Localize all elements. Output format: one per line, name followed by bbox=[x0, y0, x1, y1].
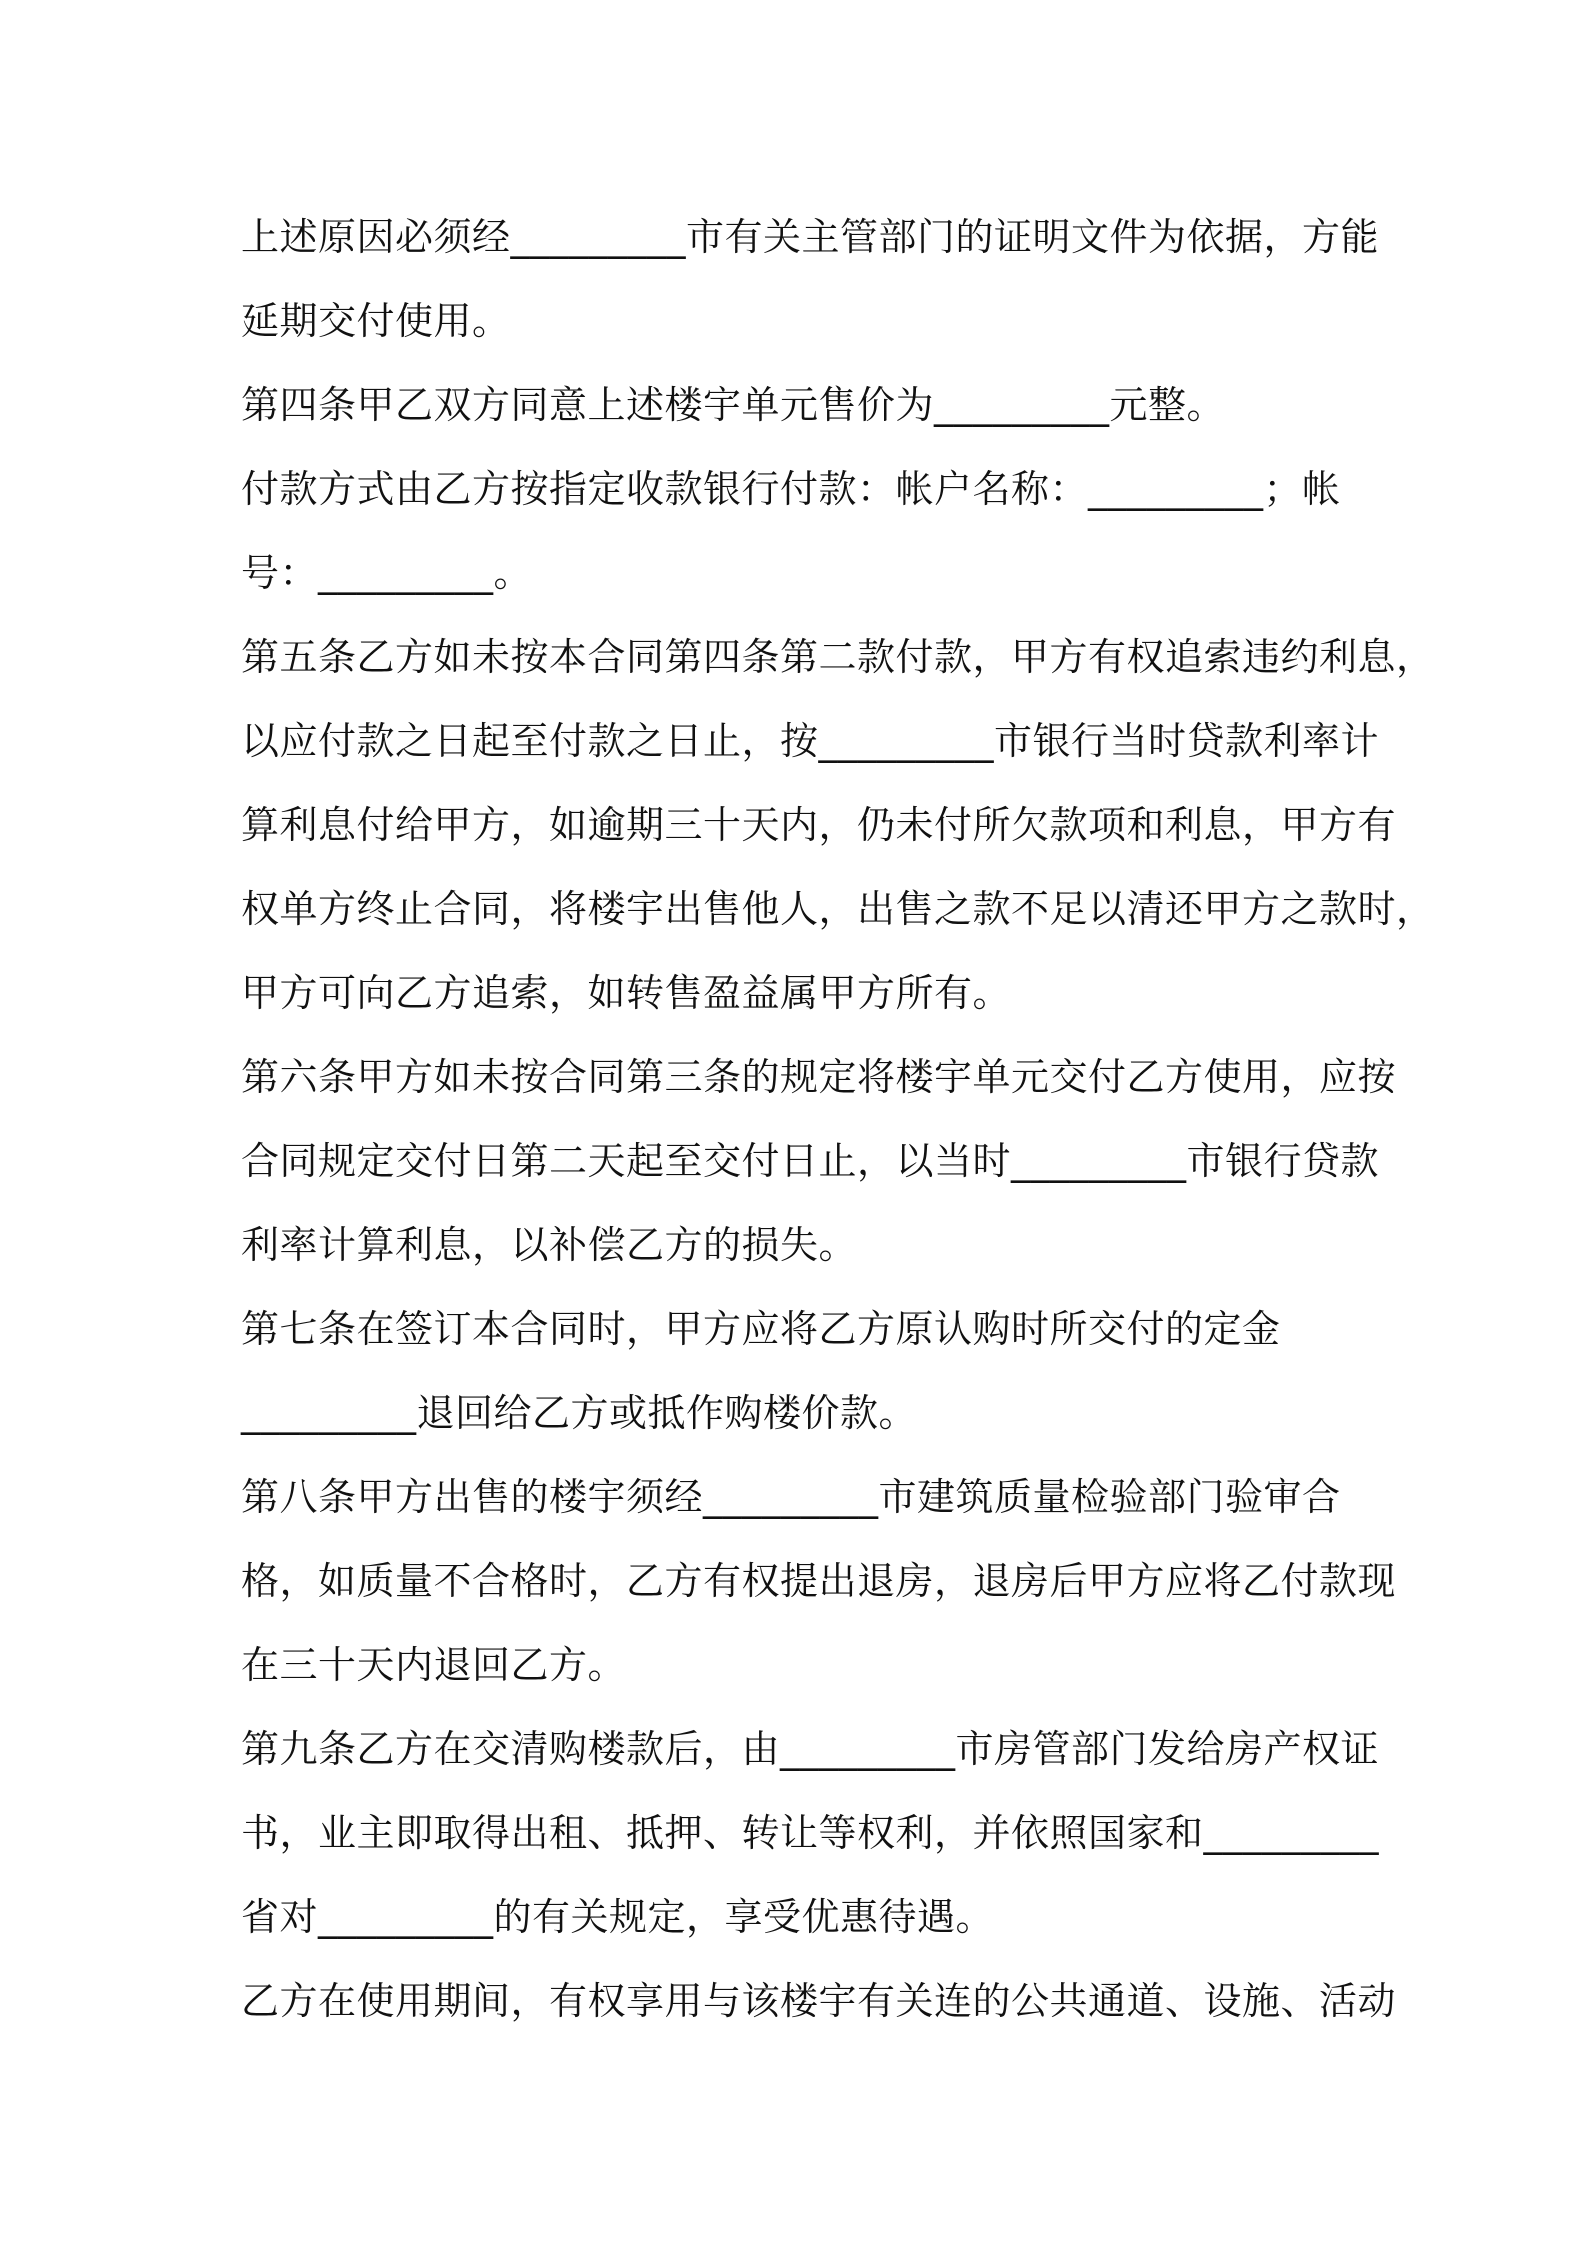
text-line: 付款方式由乙方按指定收款银行付款：帐户名称：_________；帐 bbox=[241, 467, 1341, 511]
text-line: 格，如质量不合格时，乙方有权提出退房，退房后甲方应将乙付款现 bbox=[241, 1559, 1397, 1603]
text-line: 第八条甲方出售的楼宇须经_________市建筑质量检验部门验审合 bbox=[241, 1475, 1341, 1519]
text-line: 算利息付给甲方，如逾期三十天内，仍未付所欠款项和利息，甲方有 bbox=[241, 803, 1397, 847]
text-line: 省对_________的有关规定，享受优惠待遇。 bbox=[241, 1895, 995, 1939]
text-line: 第五条乙方如未按本合同第四条第二款付款，甲方有权追索违约利息， bbox=[241, 635, 1435, 679]
text-line: 第四条甲乙双方同意上述楼宇单元售价为_________元整。 bbox=[241, 383, 1226, 427]
text-line: 第九条乙方在交清购楼款后，由_________市房管部门发给房产权证 bbox=[241, 1727, 1380, 1771]
text-line: 利率计算利息，以补偿乙方的损失。 bbox=[241, 1223, 858, 1267]
text-line: 合同规定交付日第二天起至交付日止，以当时_________市银行贷款 bbox=[241, 1139, 1380, 1183]
text-line: 号：_________。 bbox=[241, 551, 533, 595]
text-line: 第六条甲方如未按合同第三条的规定将楼宇单元交付乙方使用，应按 bbox=[241, 1055, 1397, 1099]
text-line: 上述原因必须经_________市有关主管部门的证明文件为依据，方能 bbox=[241, 215, 1380, 259]
text-line: 在三十天内退回乙方。 bbox=[241, 1643, 627, 1687]
text-line: 以应付款之日起至付款之日止，按_________市银行当时贷款利率计 bbox=[241, 719, 1380, 763]
text-line: 延期交付使用。 bbox=[241, 299, 511, 343]
text-line: 甲方可向乙方追索，如转售盈益属甲方所有。 bbox=[241, 971, 1012, 1015]
text-line: 权单方终止合同，将楼宇出售他人，出售之款不足以清还甲方之款时， bbox=[241, 887, 1435, 931]
text-line: 第七条在签订本合同时，甲方应将乙方原认购时所交付的定金 bbox=[241, 1307, 1281, 1351]
text-line: 乙方在使用期间，有权享用与该楼宇有关连的公共通道、设施、活动 bbox=[241, 1979, 1397, 2023]
text-line: _________退回给乙方或抵作购楼价款。 bbox=[241, 1391, 918, 1435]
text-line: 书，业主即取得出租、抵押、转让等权利，并依照国家和_________ bbox=[241, 1811, 1380, 1855]
